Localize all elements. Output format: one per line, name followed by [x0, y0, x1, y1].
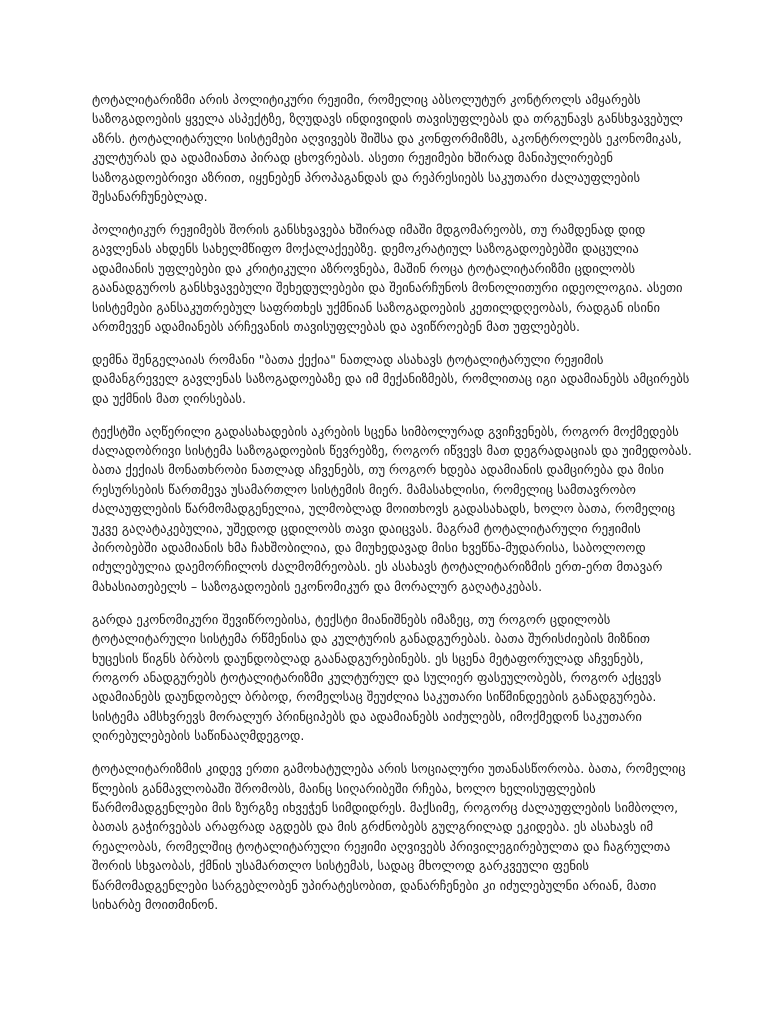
paragraph-4: ტექსტში აღწერილი გადასახადების აკრების სცენა სიმბოლურად გვიჩვენებს, როგორ მოქმედებს ძალადობრივი სისტემა საზოგადოების წევრებზე, როგორ იწვევს მათ დეგრადაციას და უიმედობას. ბათა ქექიას მონათხრობი ნათლად აჩვენებს, თუ როგორ ხდება ადამიანის დამცირება და მისი რესურსების წართმევა უსამართლო სისტემის მიერ. მამასახლისი, რომელიც სამთავრობო ძალაუფლების წარმომადგენელია, ულმობლად მოითხოვს გადასახადს, ხოლო ბათა, რომელიც უკვე გაღატაკებულია, უშედოდ ცდილობს თავი დაიცვას. მაგრამ ტოტალიტარული რეჟიმის პირობებში ადამიანის ხმა ჩახშობილია, და მიუხედავად მისი ხვეწნა-მუდარისა, საბოლოოდ იძულებულია დაემორჩილოს ძალმომრეობას. ეს ასახავს ტოტალიტარიზმის ერთ-ერთ მთავარ მახასიათებელს – საზოგადოების ეკონომიკურ და მორალურ გაღატაკებას.: [92, 423, 692, 594]
paragraph-2: პოლიტიკურ რეჟიმებს შორის განსხვავება ხშირად იმაში მდგომარეობს, თუ რამდენად დიდ გავლენას ახდენს სახელმწიფო მოქალაქეებზე. დემოკრატიულ საზოგადოებებში დაცულია ადამიანის უფლებები და კრიტიკული აზროვნება, მაშინ როცა ტოტალიტარიზმი ცდილობს გაანადგუროს განსხვავებული შეხედულებები და შეინარჩუნოს მონოლითური იდეოლოგია. ასეთი სისტემები განსაკუთრებულ საფრთხეს უქმნიან საზოგადოების კეთილდღეობას, რადგან ისინი ართმევენ ადამიანებს არჩევანის თავისუფლებას და ავიწროებენ მათ უფლებებს.: [92, 221, 683, 334]
paragraph-3: დემნა შენგელაიას რომანი "ბათა ქექია" ნათლად ასახავს ტოტალიტარული რეჟიმის დამანგრეველ გავლენას საზოგადოებაზე და იმ მექანიზმებს, რომლითაც იგი ადამიანებს ამცირებს და უქმნის მათ ღირსებას.: [92, 351, 690, 406]
paragraph-6: ტოტალიტარიზმის კიდევ ერთი გამოხატულება არის სოციალური უთანასწორობა. ბათა, რომელიც წლების განმავლობაში შრომობს, მაინც სიღარიბეში რჩება, ხოლო ხელისუფლების წარმომადგენლები მის ზურგზე იხვეჭენ სიმდიდრეს. მაქსიმე, როგორც ძალაუფლების სიმბოლო, ბათას გაჭირვებას არაფრად აგდებს და მის გრძნობებს გულგრილად ეკიდება. ეს ასახავს იმ რეალობას, რომელშიც ტოტალიტარული რეჟიმი აღვივებს პრივილეგირებულთა და ჩაგრულთა შორის სხვაობას, ქმნის უსამართლო სისტემას, სადაც მხოლოდ გარკვეული ფენის წარმომადგენლები სარგებლობენ უპირატესობით, დანარჩენები კი იძულებულნი არიან, მათი სიხარბე მოითმინონ.: [92, 761, 686, 912]
paragraph-5: გარდა ეკონომიკური შევიწროებისა, ტექსტი მიანიშნებს იმაზეც, თუ როგორ ცდილობს ტოტალიტარული სისტემა რწმენისა და კულტურის განადგურებას. ბათა შურისძიების მიზნით ხუცესის წიგნს ბრბოს დაუნდობლად გაანადგურებინებს. ეს სცენა მეტაფორულად აჩვენებს, როგორ ანადგურებს ტოტალიტარიზმი კულტურულ და სულიერ ფასეულობებს, როგორ აქცევს ადამიანებს დაუნდობელ ბრბოდ, რომელსაც შეუძლია საკუთარი სიწმინდეების განადგურება. სისტემა ამსხვრევს მორალურ პრინციპებს და ადამიანებს აიძულებს, იმოქმედონ საკუთარი ღირებულებების საწინააღმდეგოდ.: [92, 611, 662, 744]
document-body: [92, 90, 692, 928]
paragraph-1: ტოტალიტარიზმი არის პოლიტიკური რეჟიმი, რომელიც აბსოლუტურ კონტროლს ამყარებს საზოგადოების ყველა ასპექტზე, ზღუდავს ინდივიდის თავისუფლებას და თრგუნავს განსხვავებულ აზრს. ტოტალიტარული სისტემები აღვივებს შიშსა და კონფორმიზმს, აკონტროლებს ეკონომიკას, კულტურას და ადამიანთა პირად ცხოვრებას. ასეთი რეჟიმები ხშირად მანიპულირებენ საზოგადოებრივი აზრით, იყენებენ პროპაგანდას და რეპრესიებს საკუთარი ძალაუფლების შესანარჩუნებლად.: [92, 92, 683, 205]
